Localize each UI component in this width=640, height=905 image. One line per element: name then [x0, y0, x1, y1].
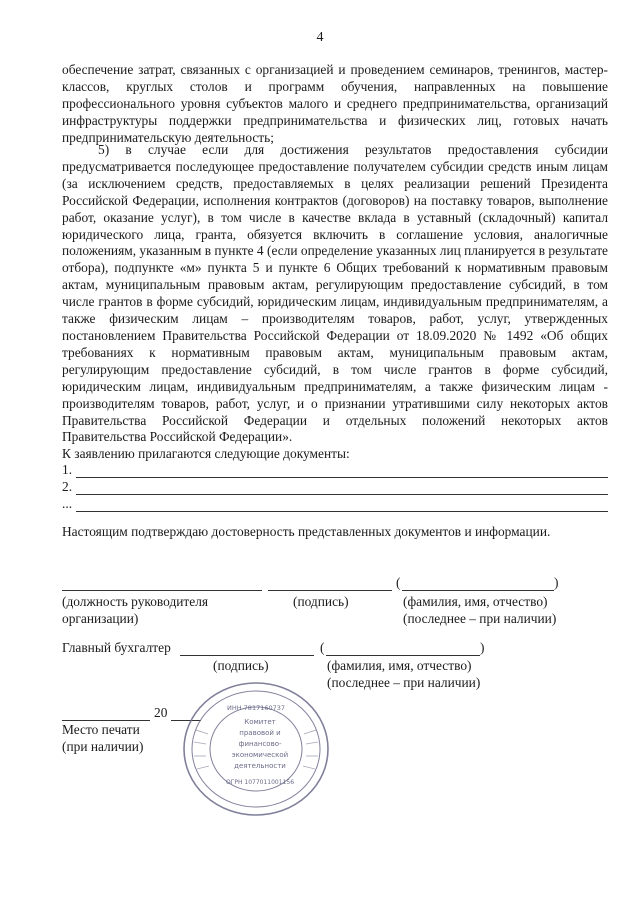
close-paren: ) — [480, 640, 485, 655]
attachment-number: 2. — [62, 479, 73, 494]
confirmation-statement: Настоящим подтверждаю достоверность представленных документов и информации. — [62, 524, 551, 539]
attachment-number: 1. — [62, 462, 73, 477]
accountant-name-label: (фамилия, имя, отчество) — [327, 658, 472, 673]
paragraph-text: 5) в случае если для достижения результатов предоставления субсидии предусматривается последующее предоставление получателем субсидии средств иным лицам (за исключением средств, предоставляемых в целях реализации решений Президента Российской Федерации, исполнения контрактов (договоров) на поставку товаров, выполнение работ, оказание услуг), в том числе в качестве вклада в уставный (складочный) капитал юридического лица, гранта, обязуется включить в соглашение условия, аналогичные положениям, указанным в пункте 4 (если определение указанных лиц планируется в результате отбора), подпункте «м» пункта 5 и пункте 6 Общих требований к нормативным правовым актам, муниципальным правовым актам, регулирующим предоставление субсидий, в том числе грантов в форме субсидий, юридическим лицам, индивидуальным предпринимателям, а также физическим лицам – производителям товаров, работ, услуг, утвержденных постановлением Правительства Российской Федерации от 18.09.2020 № 1492 «Об общих требованиях к нормативным правовым актам, муниципальным правовым актам, регулирующим предоставление субсидий, в том числе грантов в форме субсидий, юридическим лицам, индивидуальным предпринимателям, а также физическим лицам - производителям товаров, работ, услуг, и о признании утратившими силу некоторых актов Правительства Российской Федерации и отдельных положений некоторых актов Правительства Российской Федерации». — [62, 142, 608, 445]
fill-in-line — [76, 477, 608, 478]
position-label-cont: организации) — [62, 611, 139, 626]
close-paren: ) — [554, 575, 559, 590]
paragraph-continued — [62, 62, 608, 147]
position-label: (должность руководителя — [62, 594, 209, 609]
open-paren: ( — [320, 640, 325, 655]
seal-line-5: деятельности — [234, 762, 286, 770]
accountant-name-line[interactable] — [326, 655, 480, 656]
fill-in-line — [76, 494, 608, 495]
accountant-signature-line[interactable] — [180, 655, 314, 656]
seal-line-1: Комитет — [244, 718, 276, 726]
signature-label: (подпись) — [293, 594, 349, 609]
page-number: 4 — [316, 30, 324, 45]
attachment-line-more[interactable] — [62, 496, 608, 514]
paragraph-item-5 — [62, 142, 608, 446]
name-label-note: (последнее – при наличии) — [403, 611, 557, 626]
paragraph-text: обеспечение затрат, связанных с организацией и проведением семинаров, тренингов, мастер-классов, круглых столов и программ обучения, направленных на повышение профессионального уровня субъектов малого и среднего предпринимательства, организаций инфраструктуры поддержки предпринимательства и физических лиц, готовых начать предпринимательскую деятельность; — [62, 62, 608, 145]
date-fill-line[interactable] — [62, 720, 150, 721]
stamp-place-label: Место печати — [62, 722, 140, 737]
open-paren: ( — [396, 575, 401, 590]
attachment-line-1[interactable] — [62, 462, 608, 480]
accountant-signature-label: (подпись) — [213, 658, 269, 673]
position-fill-line[interactable] — [62, 590, 262, 591]
stamp-place-note: (при наличии) — [62, 739, 144, 754]
seal-inn: ИНН 7817160737 — [226, 704, 286, 712]
attachment-number: ... — [62, 496, 73, 511]
organization-seal — [180, 680, 332, 818]
attachment-line-2[interactable] — [62, 479, 608, 497]
chief-accountant-title: Главный бухгалтер — [62, 640, 171, 655]
accountant-name-note: (последнее – при наличии) — [327, 675, 481, 690]
seal-line-3: финансово- — [238, 740, 282, 748]
name-label: (фамилия, имя, отчество) — [403, 594, 548, 609]
fill-in-line — [76, 511, 608, 512]
year-prefix: 20 — [154, 705, 168, 720]
name-fill-line[interactable] — [402, 590, 554, 591]
attachments-heading: К заявлению прилагаются следующие документы: — [62, 446, 350, 461]
seal-line-4: экономической — [231, 751, 289, 759]
seal-ogrn: ОГРН 1077011001156 — [225, 779, 295, 786]
seal-line-2: правовой и — [239, 729, 281, 737]
signature-fill-line[interactable] — [268, 590, 392, 591]
